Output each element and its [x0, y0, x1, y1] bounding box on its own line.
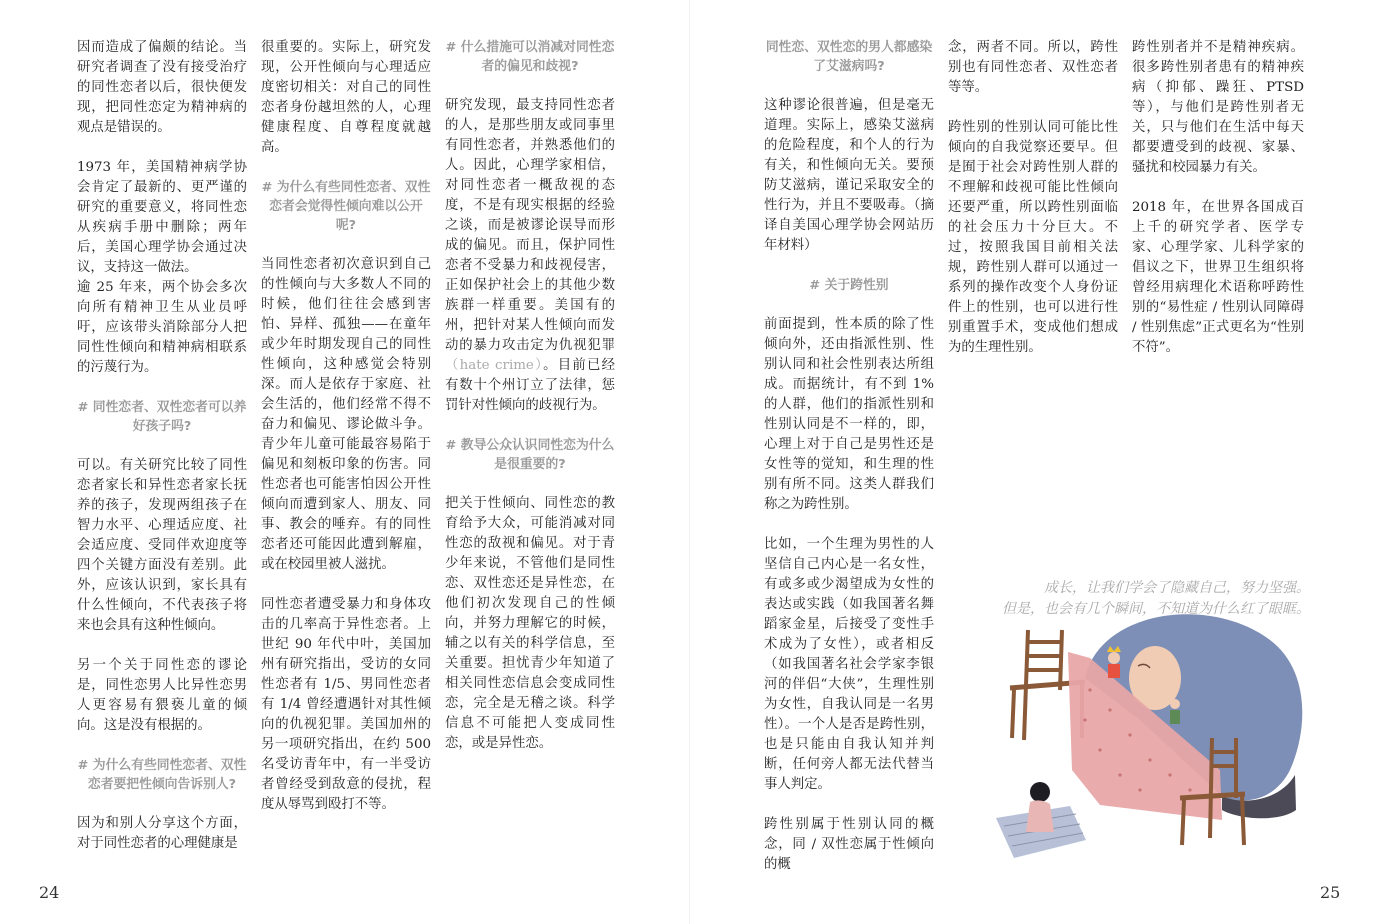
page-gutter [689, 0, 690, 924]
column-2 [261, 38, 431, 815]
paragraph: 因而造成了偏颇的结论。当研究者调查了没有接受治疗的同性恋者以后，很快便发现，把同性恋定为精神病的观点是错误的。 [77, 40, 247, 135]
section-heading: # 为什么有些同性恋者、双性恋者会觉得性倾向难以公开呢? [261, 180, 431, 233]
paragraph: 另一个关于同性恋的谬论是，同性恋男人比异性恋男人更容易有猥亵儿童的倾向。这是没有根据的。 [77, 658, 247, 733]
column-3 [445, 38, 615, 754]
paragraph: 这种谬论很普遍，但是毫无道理。实际上，感染艾滋病的危险程度，和个人的行为有关，和性倾向无关。要预防艾滋病，谨记采取安全的性行为，并且不要吸毒。（摘译自美国心理学协会网站历年材料） [764, 98, 934, 253]
paragraph: 比如，一个生理为男性的人坚信自己内心是一名女性，有或多或少渴望成为女性的表达或实践（如我国著名舞蹈家金星，后接受了变性手术成为了女性），或者相反（如我国著名社会学家李银河的伴侣“大侠”，生理性别为女性，自我认同是一名男性）。一个人是否是跨性别，也是只能由自我认知并判断，任何旁人都无法代替当事人判定。 [764, 537, 934, 792]
paragraph-text: 研究发现，最支持同性恋者的人，是那些朋友或同事里有同性恋者，并熟悉他们的人。因此，心理学家相信，对同性恋者一概敌视的态度，不是有现实根据的经验之谈，而是被谬论误导而形成的偏见。而且，保护同性恋者不受暴力和歧视侵害，正如保护社会上的其他少数族群一样重要。美国有的州，把针对某人性倾向而发动的暴力攻击定为仇视犯罪 [445, 98, 615, 353]
girl-head [1030, 782, 1050, 802]
page-number-right: 25 [1320, 883, 1341, 902]
paragraph: 把关于性倾向、同性恋的教育给予大众，可能消减对同性恋的敌视和偏见。对于青少年来说，不管他们是同性恋、双性恋还是异性恋，在他们初次发现自己的性倾向，并努力理解它的时候，辅之以有关的科学信息，至关重要。担忧青少年知道了相关同性恋信息会变成同性恋，完全是无稽之谈。科学信息不可能把人变成同性恋，或是异性恋。 [445, 496, 615, 751]
small-figure [1108, 664, 1120, 678]
column-6 [1132, 38, 1304, 358]
illustration-caption [996, 578, 1310, 620]
girl-body [1026, 800, 1054, 832]
paragraph: 前面提到，性本质的除了性倾向外，还由指派性别、性别认同和社会性别表达所组成。而据统计，有不到 1% 的人群，他们的指派性别和性别认同是不一样的，即，心理上对于自己是男性还是女性等的觉知，和生理的性别有所不同。这类人群我们称之为跨性别。 [764, 317, 934, 512]
paragraph: 1973 年，美国精神病学协会肯定了最新的、更严谨的研究的重要意义，将同性恋从疾病手册中删除；两年后，美国心理学协会通过决议，支持这一做法。 [77, 160, 247, 275]
column-5 [948, 38, 1118, 358]
paragraph: 跨性别属于性别认同的概念，同 / 双性恋属于性倾向的概 [764, 817, 934, 872]
column-4 [764, 38, 934, 875]
section-heading: 同性恋、双性恋的男人都感染了艾滋病吗? [765, 40, 933, 74]
caption-line: 但是，也会有几个瞬间，不知道为什么红了眼眶。 [1002, 601, 1310, 617]
section-heading: # 关于跨性别 [809, 278, 889, 293]
small-figure [1170, 710, 1180, 724]
paragraph: 当同性恋者初次意识到自己的性倾向与大多数人不同的时候，他们往往会感到害怕、异样、孤独——在童年或少年时期发现自己的同性性倾向，这种感觉会特别深。而人是依存于家庭、社会生活的，他们经常不得不奋力和偏见、谬论做斗争。青少年儿童可能最容易陷于偏见和刻板印象的伤害。同性恋者也可能害怕因公开性倾向而遭到家人、朋友、同事、教会的唾弃。有的同性恋者还可能因此遭到解雇，或在校园里被人滋扰。 [261, 257, 431, 572]
paragraph: 念，两者不同。所以，跨性别也有同性恋者、双性恋者等等。 [948, 40, 1118, 95]
section-heading: # 教导公众认识同性恋为什么是很重要的? [445, 438, 615, 472]
section-heading: # 为什么有些同性恋者、双性恋者要把性倾向告诉别人? [77, 758, 247, 792]
paragraph-text: 。目前已经有数十个州订立了法律，惩罚针对性倾向的歧视行为。 [445, 358, 616, 413]
paragraph: 同性恋者遭受暴力和身体攻击的几率高于异性恋者。上世纪 90 年代中叶，美国加州有研究指出，受访的女同性恋者有 1/5、男同性恋者有 1/4 曾经遭遇针对其性倾向的仇视犯罪。美国加州的另一项研究指出，在约 500 名受访青年中，有一半受访者曾经受到敌意的侵扰，程度从辱骂到殴打不等。 [261, 597, 431, 812]
english-term: （hate crime） [445, 358, 544, 373]
page-number-left: 24 [39, 883, 60, 902]
column-1 [77, 38, 247, 854]
paragraph: 跨性别者并不是精神疾病。很多跨性别者患有的精神疾病（抑郁、躁狂、PTSD 等），与他们是跨性别者无关，只与他们在生活中每天都要遭受到的歧视、家暴、骚扰和校园暴力有关。 [1132, 40, 1304, 175]
paragraph: 很重要的。实际上，研究发现，公开性倾向与心理适应度密切相关：对自己的同性恋者身份越坦然的人，心理健康程度、自尊程度就越高。 [261, 40, 431, 155]
section-heading: # 同性恋者、双性恋者可以养好孩子吗? [77, 400, 247, 434]
paragraph: 因为和别人分享这个方面，对于同性恋者的心理健康是 [77, 816, 247, 851]
paragraph: 2018 年，在世界各国成百上千的研究学者、医学专家、心理学家、儿科学家的倡议之下，世界卫生组织将曾经用病理化术语称呼跨性别的“易性症 / 性别认同障碍 / 性别焦虑”正式更名为“性别不符”。 [1132, 200, 1304, 355]
paragraph: 可以。有关研究比较了同性恋者家长和异性恋者家长抚养的孩子，发现两组孩子在智力水平、心理适应度、社会适应度、受同伴欢迎度等四个关键方面没有差别。此外，应该认识到，家长具有什么性倾向，不代表孩子将来也会具有这种性倾向。 [77, 458, 247, 633]
caption-line: 成长，让我们学会了隐藏自己，努力坚强。 [1044, 580, 1310, 596]
paragraph: 逾 25 年来，两个协会多次向所有精神卫生从业员呼吁，应该带头消除部分人把同性性倾向和精神病相联系的污蔑行为。 [77, 280, 247, 375]
paragraph: 跨性别的性别认同可能比性倾向的自我觉察还要早。但是囿于社会对跨性别人群的不理解和歧视可能比性倾向还要严重，所以跨性别面临的社会压力十分巨大。不过，按照我国目前相关法规，跨性别人群可以通过一系列的操作改变个人身份证件上的性别，也可以进行性别重置手术，变成他们想成为的生理性别。 [948, 120, 1118, 355]
section-heading: # 什么措施可以消减对同性恋者的偏见和歧视? [445, 40, 615, 74]
paragraph [445, 96, 615, 416]
